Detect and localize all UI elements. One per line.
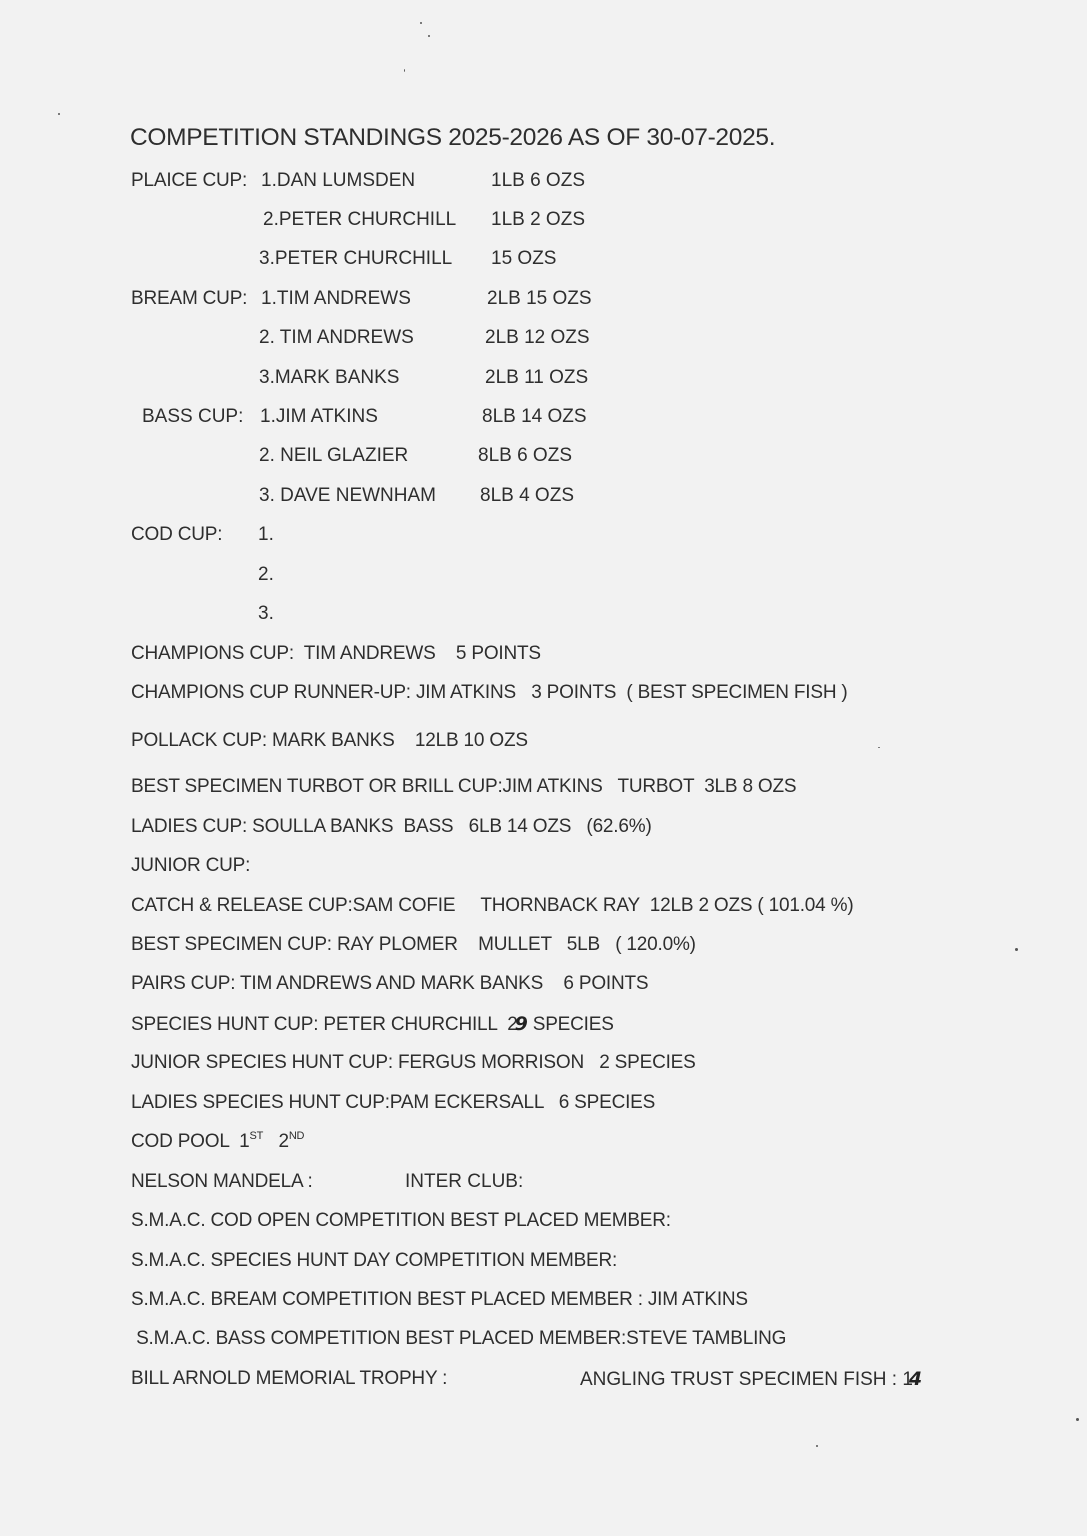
scan-speck xyxy=(1076,1418,1079,1421)
smac-cod-open-line: S.M.A.C. COD OPEN COMPETITION BEST PLACED MEMBER: xyxy=(131,1210,671,1231)
nelson-mandela-label: NELSON MANDELA : xyxy=(131,1171,313,1192)
champions-cup-runner-up-line: CHAMPIONS CUP RUNNER-UP: JIM ATKINS 3 POINTS ( BEST SPECIMEN FISH ) xyxy=(131,682,848,703)
pollack-cup-line: POLLACK CUP: MARK BANKS 12LB 10 OZS xyxy=(131,730,528,751)
species-hunt-count-printed: 2 xyxy=(507,1014,518,1035)
scan-speck xyxy=(878,747,880,748)
scan-speck xyxy=(816,1445,818,1447)
junior-species-hunt-cup-line: JUNIOR SPECIES HUNT CUP: FERGUS MORRISON 2 SPECIES xyxy=(131,1052,696,1073)
bream-cup-place-3: 3.MARK BANKS xyxy=(259,367,400,388)
scan-speck xyxy=(404,69,405,72)
bass-cup-label: BASS CUP: xyxy=(142,406,244,427)
angling-trust-specimen-line xyxy=(580,1368,922,1391)
bass-cup-weight-2: 8LB 6 OZS xyxy=(478,445,572,466)
catch-release-cup-line: CATCH & RELEASE CUP:SAM COFIE THORNBACK RAY 12LB 2 OZS ( 101.04 %) xyxy=(131,895,854,916)
bill-arnold-trophy-label: BILL ARNOLD MEMORIAL TROPHY : xyxy=(131,1368,448,1389)
turbot-brill-cup-line: BEST SPECIMEN TURBOT OR BRILL CUP:JIM ATKINS TURBOT 3LB 8 OZS xyxy=(131,776,797,797)
bass-cup-place-2: 2. NEIL GLAZIER xyxy=(259,445,409,466)
cod-pool-second: 2 xyxy=(278,1131,289,1152)
scan-speck xyxy=(58,113,60,115)
cod-cup-place-2: 2. xyxy=(258,564,274,585)
cod-pool-label: COD POOL xyxy=(131,1131,240,1152)
plaice-cup-place-1: 1.DAN LUMSDEN xyxy=(261,170,416,191)
bream-cup-place-1: 1.TIM ANDREWS xyxy=(261,288,411,309)
plaice-cup-label: PLAICE CUP: xyxy=(131,170,248,191)
bass-cup-place-3: 3. DAVE NEWNHAM xyxy=(259,485,437,506)
bream-cup-weight-1: 2LB 15 OZS xyxy=(487,288,592,309)
plaice-cup-place-3: 3.PETER CHURCHILL xyxy=(259,248,453,269)
page-title: COMPETITION STANDINGS 2025-2026 AS OF 30-07-2025. xyxy=(130,124,776,151)
cod-pool-line xyxy=(131,1131,304,1153)
plaice-cup-weight-1: 1LB 6 OZS xyxy=(491,170,585,191)
species-hunt-cup-line xyxy=(131,1013,614,1036)
smac-bream-line: S.M.A.C. BREAM COMPETITION BEST PLACED MEMBER : JIM ATKINS xyxy=(131,1289,748,1310)
champions-cup-line: CHAMPIONS CUP: TIM ANDREWS 5 POINTS xyxy=(131,643,541,664)
smac-bass-line: S.M.A.C. BASS COMPETITION BEST PLACED MEMBER:STEVE TAMBLING xyxy=(131,1328,787,1349)
bass-cup-place-1: 1.JIM ATKINS xyxy=(260,406,378,427)
inter-club-label: INTER CLUB: xyxy=(405,1171,524,1192)
plaice-cup-weight-3: 15 OZS xyxy=(491,248,557,269)
bream-cup-label: BREAM CUP: xyxy=(131,288,248,309)
cod-pool-first: 1 xyxy=(239,1131,250,1152)
smac-species-hunt-day-line: S.M.A.C. SPECIES HUNT DAY COMPETITION MEMBER: xyxy=(131,1250,618,1271)
plaice-cup-place-2: 2.PETER CHURCHILL xyxy=(263,209,457,230)
junior-cup-line: JUNIOR CUP: xyxy=(131,855,251,876)
bream-cup-weight-3: 2LB 11 OZS xyxy=(485,367,589,388)
ladies-cup-line: LADIES CUP: SOULLA BANKS BASS 6LB 14 OZS (62.6%) xyxy=(131,816,652,837)
pairs-cup-line: PAIRS CUP: TIM ANDREWS AND MARK BANKS 6 POINTS xyxy=(131,973,649,994)
scan-speck xyxy=(428,35,430,37)
scan-speck xyxy=(420,22,422,24)
angling-trust-text: ANGLING TRUST SPECIMEN FISH : 1 xyxy=(580,1369,913,1390)
ladies-species-hunt-cup-line: LADIES SPECIES HUNT CUP:PAM ECKERSALL 6 SPECIES xyxy=(131,1092,656,1113)
cod-cup-place-3: 3. xyxy=(258,603,274,624)
best-specimen-cup-line: BEST SPECIMEN CUP: RAY PLOMER MULLET 5LB ( 120.0%) xyxy=(131,934,696,955)
plaice-cup-weight-2: 1LB 2 OZS xyxy=(491,209,585,230)
bream-cup-place-2: 2. TIM ANDREWS xyxy=(259,327,414,348)
cod-cup-place-1: 1. xyxy=(258,524,274,545)
cod-pool-second-suffix: ND xyxy=(288,1130,305,1142)
scan-speck xyxy=(1015,948,1018,951)
angling-trust-handwritten-count: 4 xyxy=(908,1368,923,1390)
species-hunt-cup-text: SPECIES HUNT CUP: PETER CHURCHILL xyxy=(131,1014,508,1035)
cod-pool-first-suffix: ST xyxy=(249,1130,264,1142)
bass-cup-weight-3: 8LB 4 OZS xyxy=(480,485,574,506)
species-hunt-count-handwritten: 9 xyxy=(514,1013,528,1035)
bream-cup-weight-2: 2LB 12 OZS xyxy=(485,327,590,348)
bass-cup-weight-1: 8LB 14 OZS xyxy=(482,406,587,427)
species-hunt-cup-suffix: SPECIES xyxy=(527,1014,614,1035)
cod-cup-label: COD CUP: xyxy=(131,524,223,545)
